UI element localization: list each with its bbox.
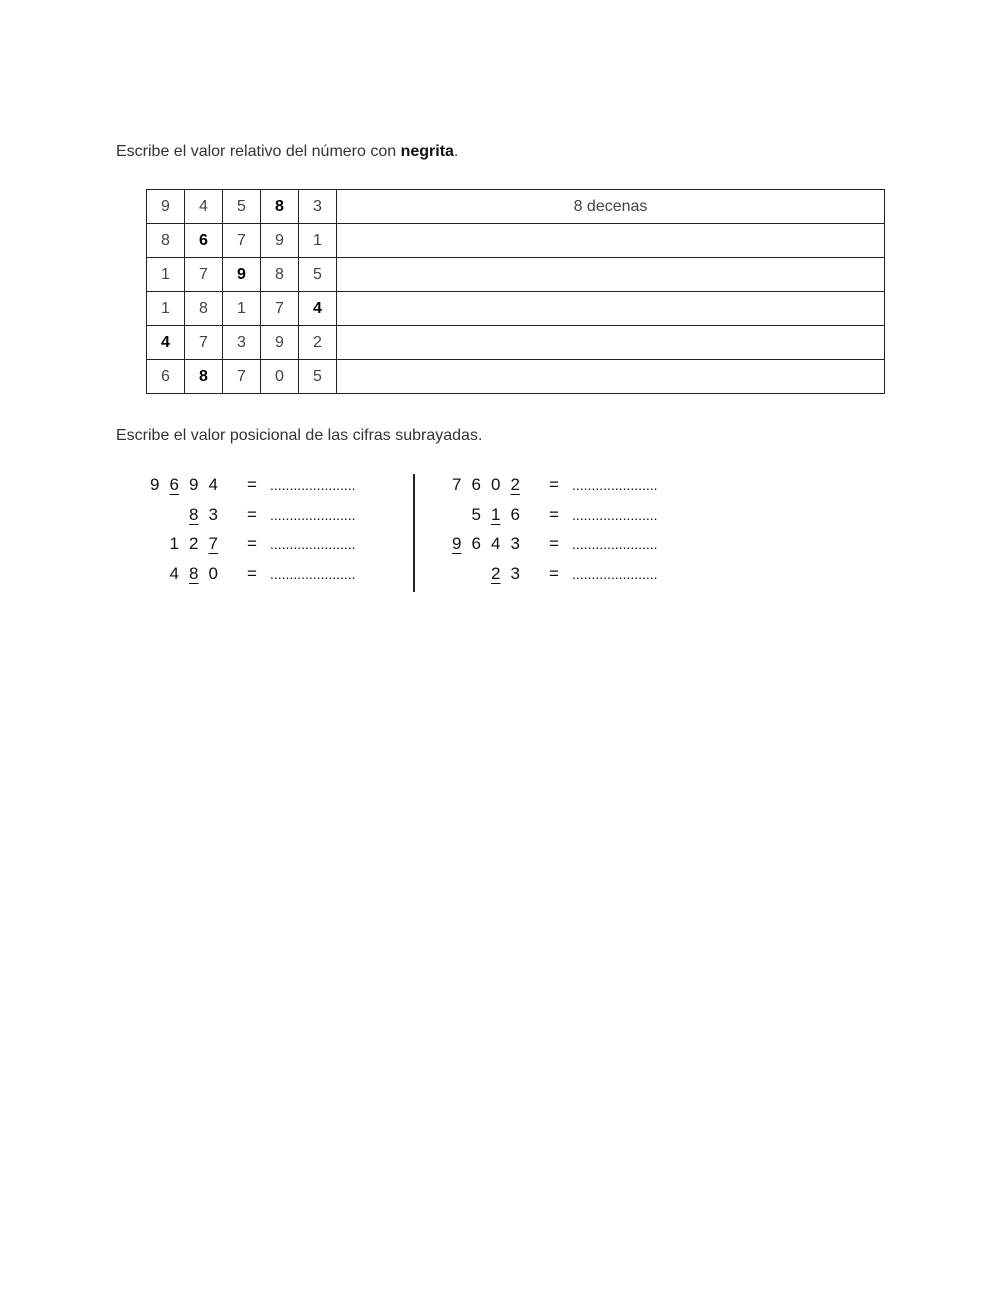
underlined-digit: 8 xyxy=(189,563,199,583)
exercise-number xyxy=(145,475,225,495)
table-row xyxy=(147,224,885,258)
digit: 9 xyxy=(189,475,199,494)
answer-cell[interactable] xyxy=(337,360,885,394)
digit: 6 xyxy=(510,504,520,524)
equals-sign: = xyxy=(549,563,559,583)
exercise-number xyxy=(447,534,527,554)
exercise-row xyxy=(452,475,702,505)
relative-value-table xyxy=(146,189,885,394)
digit-cell: 8 xyxy=(185,292,223,326)
digit-cell: 9 xyxy=(147,190,185,224)
equals-sign: = xyxy=(549,504,559,524)
digit: 6 xyxy=(471,475,481,494)
underlined-digit: 9 xyxy=(452,534,462,553)
underlined-digit: 1 xyxy=(491,504,501,524)
digit: 6 xyxy=(471,534,481,553)
digit: 2 xyxy=(189,534,199,553)
answer-blank[interactable]: ...................... xyxy=(270,536,356,552)
answer-blank[interactable]: ...................... xyxy=(270,477,356,493)
digit-cell: 1 xyxy=(223,292,261,326)
digit-cell: 7 xyxy=(185,326,223,360)
equals-sign: = xyxy=(549,534,559,553)
exercise-number xyxy=(447,475,527,495)
answer-blank[interactable]: ...................... xyxy=(270,565,356,582)
underlined-digit: 7 xyxy=(208,534,218,553)
underlined-digit: 2 xyxy=(510,475,520,494)
answer-cell[interactable] xyxy=(337,292,885,326)
digit-cell: 3 xyxy=(223,326,261,360)
digit-cell: 4 xyxy=(185,190,223,224)
digit-cell: 7 xyxy=(185,258,223,292)
exercise-row xyxy=(150,534,400,564)
exercise-row xyxy=(150,505,400,535)
exercise-row xyxy=(452,505,702,535)
digit-cell: 1 xyxy=(147,292,185,326)
digit: 1 xyxy=(169,534,179,553)
digit-cell: 7 xyxy=(223,360,261,394)
digit-cell: 9 xyxy=(261,224,299,258)
table-row xyxy=(147,190,885,224)
table-row xyxy=(147,292,885,326)
digit-cell: 7 xyxy=(261,292,299,326)
digit-cell: 1 xyxy=(147,258,185,292)
digit-cell: 9 xyxy=(261,326,299,360)
exercise-number xyxy=(165,534,245,554)
exercise-row xyxy=(150,564,400,594)
instruction-period: . xyxy=(453,143,459,160)
digit: 9 xyxy=(150,475,160,494)
underlined-digit: 6 xyxy=(169,475,179,494)
digit: 0 xyxy=(208,563,218,583)
digit: 4 xyxy=(208,475,218,494)
answer-blank[interactable]: ...................... xyxy=(572,506,658,523)
digit-cell: 7 xyxy=(223,224,261,258)
equals-sign: = xyxy=(247,563,257,583)
exercise-row xyxy=(452,534,702,564)
digit-cell: 0 xyxy=(261,360,299,394)
answer-blank[interactable]: ...................... xyxy=(572,536,658,552)
instruction-bold-word: negrita xyxy=(400,143,454,160)
digit: 3 xyxy=(510,563,520,583)
digit-cell: 5 xyxy=(223,190,261,224)
table-row xyxy=(147,326,885,360)
digit: 5 xyxy=(471,504,481,524)
bold-digit-cell: 4 xyxy=(299,292,337,326)
underlined-digit: 2 xyxy=(491,563,501,583)
answer-cell[interactable] xyxy=(337,224,885,258)
exercise-number xyxy=(467,505,547,525)
digit-cell: 1 xyxy=(299,224,337,258)
digit: 3 xyxy=(510,534,520,553)
digit-cell: 8 xyxy=(147,224,185,258)
equals-sign: = xyxy=(247,534,257,553)
exercise-row xyxy=(150,475,400,505)
answer-blank[interactable]: ...................... xyxy=(270,506,356,523)
equals-sign: = xyxy=(247,504,257,524)
bold-digit-cell: 8 xyxy=(261,190,299,224)
bold-digit-cell: 6 xyxy=(185,224,223,258)
digit-cell: 5 xyxy=(299,360,337,394)
digit-cell: 8 xyxy=(261,258,299,292)
exercise-number xyxy=(165,564,245,584)
answer-cell[interactable]: 8 decenas xyxy=(337,190,885,224)
digit-cell: 5 xyxy=(299,258,337,292)
bold-digit-cell: 9 xyxy=(223,258,261,292)
answer-cell[interactable] xyxy=(337,258,885,292)
digit: 3 xyxy=(208,504,218,524)
instruction-relative-value xyxy=(116,143,458,161)
positional-value-right-column xyxy=(452,475,702,593)
exercise-row xyxy=(452,564,702,594)
answer-blank[interactable]: ...................... xyxy=(572,477,658,493)
bold-digit-cell: 4 xyxy=(147,326,185,360)
instruction-positional-value: Escribe el valor posicional de las cifras subrayadas. xyxy=(116,427,483,444)
digit-cell: 6 xyxy=(147,360,185,394)
bold-digit-cell: 8 xyxy=(185,360,223,394)
answer-blank[interactable]: ...................... xyxy=(572,565,658,582)
digit: 4 xyxy=(491,534,501,553)
table-row xyxy=(147,258,885,292)
digit-cell: 3 xyxy=(299,190,337,224)
table-row xyxy=(147,360,885,394)
equals-sign: = xyxy=(549,475,559,494)
digit-cell: 2 xyxy=(299,326,337,360)
equals-sign: = xyxy=(247,475,257,494)
digit: 4 xyxy=(169,563,179,583)
positional-value-left-column xyxy=(150,475,400,593)
instruction-text: Escribe el valor relativo del número con xyxy=(116,143,401,160)
column-divider xyxy=(413,474,415,592)
underlined-digit: 8 xyxy=(189,504,199,524)
answer-cell[interactable] xyxy=(337,326,885,360)
digit: 0 xyxy=(491,475,501,494)
digit: 7 xyxy=(452,475,462,494)
